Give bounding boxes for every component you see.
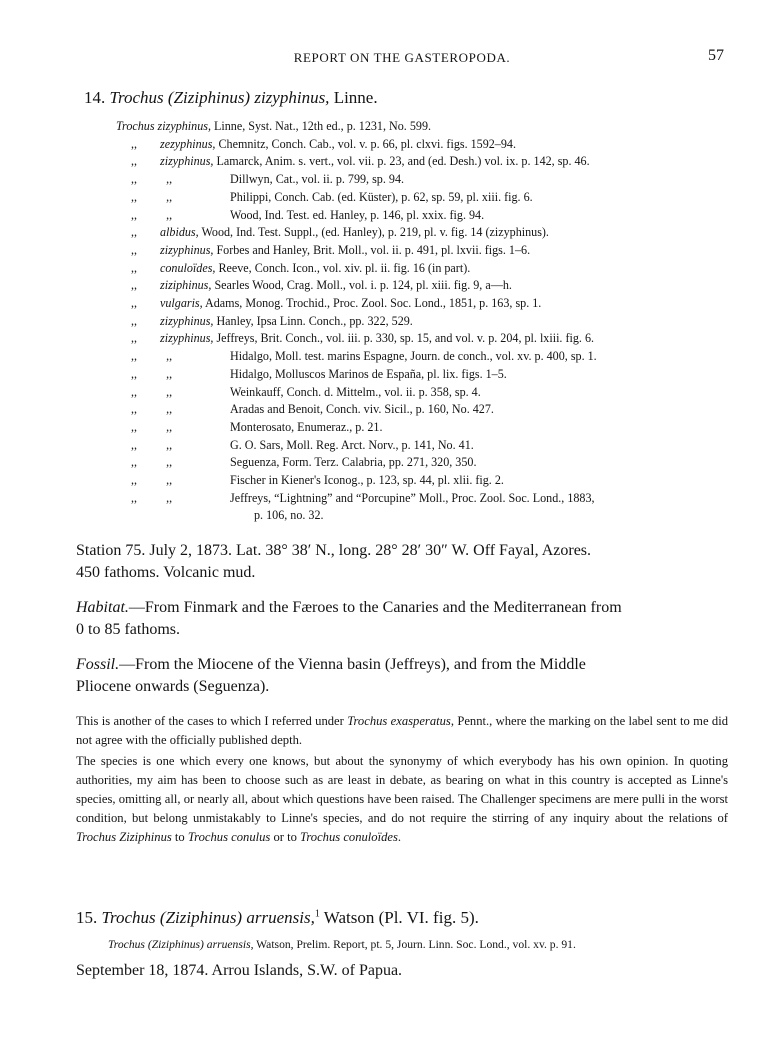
station-paragraph (76, 540, 728, 584)
remarks-2-text-c: or to (270, 830, 301, 844)
synonym-reference: Hidalgo, Moll. test. marins Espagne, Journ. de conch., vol. xv. p. 400, sp. 1. (230, 349, 597, 364)
synonymy-entry (230, 490, 595, 507)
ditto-mark: ,, ,, (131, 384, 173, 399)
synonym-reference: Wood, Ind. Test. Suppl., (ed. Hanley), p. 219, pl. v. fig. 14 (zizyphinus). (201, 225, 549, 240)
remarks-2-italic-3: Trochus conuloïdes (300, 830, 398, 844)
synonym-reference: G. O. Sars, Moll. Reg. Arct. Norv., p. 141, No. 41. (230, 437, 474, 452)
ditto-mark: ,, (131, 136, 138, 151)
synonym-reference: Weinkauff, Conch. d. Mittelm., vol. ii. p. 358, sp. 4. (230, 384, 481, 399)
synonym-reference: Jeffreys, Brit. Conch., vol. iii. p. 330, sp. 15, and vol. v. p. 204, pl. lxiii. fig. 6. (216, 331, 595, 346)
ditto-mark: ,, ,, (131, 437, 173, 452)
synonymy-entry (160, 295, 541, 312)
remarks-1-text-a: This is another of the cases to which I referred under (76, 714, 348, 728)
synonym-name: vulgaris, (160, 296, 203, 310)
habitat-label: Habitat. (76, 599, 129, 616)
species-15-ref-text: Watson, Prelim. Report, pt. 5, Journ. Linn. Soc. Lond., vol. xv. p. 91. (253, 938, 576, 951)
remarks-2-text-a: The species is one which every one knows, but about the synonymy of which everybody has his own opinion. In quoting authorities, my aim has been to choose such as are least in debate, as bearing on what in this country is accepted as Linne's species, omitting all, or nearly all, about which questions have been raised. The Challenger specimens are mere pulli in the worst condition, but belong unmistakably to Linne's species, and do not require the stirring of any inquiry about the relations of (76, 754, 728, 825)
synonym-reference: Aradas and Benoit, Conch. viv. Sicil., p. 160, No. 427. (230, 402, 494, 417)
synonymy-entry (160, 313, 413, 330)
species-15-name: Trochus (Ziziphinus) arruensis, (101, 908, 315, 927)
synonym-name: conuloïdes, (160, 260, 216, 275)
synonym-reference: Chemnitz, Conch. Cab., vol. v. p. 66, pl. clxvi. figs. 1592–94. (218, 136, 516, 151)
synonymy-entry (230, 171, 404, 188)
page-number: 57 (708, 47, 724, 64)
synonym-name: zezyphinus, (160, 136, 216, 151)
synonymy-entry (160, 136, 516, 153)
synonymy-entry (160, 224, 549, 241)
synonym-reference: Linne, Syst. Nat., 12th ed., p. 1231, No. 599. (214, 119, 432, 133)
ditto-mark: ,, ,, (131, 402, 173, 417)
synonym-name: zizyphinus, (160, 313, 214, 328)
ditto-mark: ,, (131, 242, 138, 257)
species-15-reference (108, 938, 576, 951)
ditto-mark: ,, ,, (131, 455, 173, 470)
remarks-paragraph-2 (76, 752, 728, 847)
remarks-1-italic: Trochus exasperatus (347, 714, 451, 728)
species-14-author: Linne. (333, 88, 378, 107)
ditto-mark: ,, (131, 296, 138, 310)
synonymy-entry (160, 153, 590, 170)
synonym-reference: Wood, Ind. Test. ed. Hanley, p. 146, pl. xxix. fig. 94. (230, 207, 485, 222)
ditto-mark: ,, (131, 225, 138, 240)
synonym-reference: Seguenza, Form. Terz. Calabria, pp. 271, 320, 350. (230, 455, 477, 470)
ditto-mark: ,, ,, (131, 490, 173, 505)
running-title: REPORT ON THE GASTEROPODA. (293, 50, 511, 65)
ditto-mark: ,, (131, 260, 138, 275)
ditto-mark: ,, ,, (131, 473, 173, 487)
synonym-name: zizyphinus, (160, 242, 214, 257)
species-14-heading (84, 88, 378, 108)
synonymy-entry (230, 472, 504, 489)
remarks-2-italic-1: Trochus Ziziphinus (76, 830, 172, 844)
synonym-reference: Monterosato, Enumeraz., p. 21. (230, 419, 383, 434)
synonymy-entry (254, 507, 324, 524)
ditto-mark: ,, (131, 154, 138, 169)
ditto-mark: ,, ,, (131, 207, 173, 222)
synonymy-entry (160, 277, 512, 294)
remarks-2-italic-2: Trochus conulus (187, 830, 271, 844)
fossil-line-2: Pliocene onwards (Seguenza). (76, 678, 270, 695)
fossil-line-1: —From the Miocene of the Vienna basin (Jeffreys), and from the Middle (119, 656, 586, 673)
station-line-2: 450 fathoms. Volcanic mud. (76, 564, 256, 581)
synonymy-entry (230, 401, 494, 418)
habitat-line-2: 0 to 85 fathoms. (76, 621, 180, 638)
synonymy-entry (230, 419, 382, 436)
synonym-reference: p. 106, no. 32. (254, 508, 324, 523)
synonym-name: zizyphinus, (160, 154, 214, 169)
synonym-name: albidus, (160, 225, 199, 240)
synonym-reference: Hanley, Ipsa Linn. Conch., pp. 322, 529. (216, 313, 413, 328)
synonymy-entry (230, 384, 481, 401)
synonymy-entry (160, 242, 530, 259)
species-15-ref-name: Trochus (Ziziphinus) arruensis, (108, 938, 254, 951)
species-15-author: Watson (Pl. VI. fig. 5). (319, 908, 479, 927)
species-14-number: 14. (84, 88, 106, 107)
synonym-reference: Reeve, Conch. Icon., vol. xiv. pl. ii. fig. 16 (in part). (218, 260, 471, 275)
ditto-mark: ,, ,, (131, 366, 173, 381)
species-15-number: 15. (76, 908, 98, 927)
synonymy-entry (160, 330, 594, 347)
synonymy-entry (230, 348, 597, 365)
remarks-paragraph-1 (76, 712, 728, 750)
synonym-reference: Fischer in Kiener's Iconog., p. 123, sp. 44, pl. xlii. fig. 2. (230, 473, 504, 487)
ditto-mark: ,, ,, (131, 172, 173, 187)
synonym-reference: Forbes and Hanley, Brit. Moll., vol. ii. p. 491, pl. lxvii. figs. 1–6. (216, 242, 531, 257)
synonymy-entry (230, 207, 484, 224)
synonymy-entry (230, 454, 476, 471)
ditto-mark: ,, (131, 331, 138, 346)
ditto-mark: ,, ,, (131, 419, 173, 434)
synonymy-entry (116, 118, 431, 135)
ditto-mark: ,, (131, 278, 138, 293)
station-line-1: Station 75. July 2, 1873. Lat. 38° 38′ N., long. 28° 28′ 30″ W. Off Fayal, Azores. (76, 542, 592, 559)
synonym-name: Trochus zizyphinus, (116, 119, 211, 133)
synonym-reference: Hidalgo, Molluscos Marinos de España, pl. lix. figs. 1–5. (230, 366, 507, 381)
ditto-mark: ,, ,, (131, 349, 173, 364)
synonymy-entry (230, 437, 474, 454)
fossil-paragraph (76, 654, 728, 698)
synonym-name: ziziphinus, (160, 278, 212, 293)
species-14-name: Trochus (Ziziphinus) zizyphinus, (109, 88, 330, 107)
synonym-reference: Adams, Monog. Trochid., Proc. Zool. Soc. Lond., 1851, p. 163, sp. 1. (205, 296, 542, 310)
habitat-line-1: —From Finmark and the Færoes to the Canaries and the Mediterranean from (128, 599, 622, 616)
remarks-2-text-b: to (171, 830, 188, 844)
remarks-2-text-d: . (397, 830, 402, 844)
synonymy-entry (160, 260, 470, 277)
species-15-locality: September 18, 1874. Arrou Islands, S.W. of Papua. (76, 962, 403, 979)
synonymy-entry (230, 366, 507, 383)
synonym-reference: Philippi, Conch. Cab. (ed. Küster), p. 62, sp. 59, pl. xiii. fig. 6. (230, 189, 533, 204)
ditto-mark: ,, (131, 313, 138, 328)
synonym-reference: Dillwyn, Cat., vol. ii. p. 799, sp. 94. (230, 172, 405, 187)
running-head (80, 48, 724, 68)
footnote-marker: 1 (314, 908, 320, 920)
synonymy-entry (230, 189, 533, 206)
fossil-label: Fossil. (76, 656, 120, 673)
remarks-1-text-b: , Pennt., where the marking on the label sent to me did not agree with the officially published depth. (76, 714, 728, 747)
habitat-paragraph (76, 597, 728, 641)
synonym-reference: Lamarck, Anim. s. vert., vol. vii. p. 23, and (ed. Desh.) vol. ix. p. 142, sp. 46. (216, 154, 590, 169)
synonym-reference: Searles Wood, Crag. Moll., vol. i. p. 124, pl. xiii. fig. 9, a—h. (214, 278, 512, 293)
species-15-heading (76, 908, 479, 928)
synonym-reference: Jeffreys, “Lightning” and “Porcupine” Moll., Proc. Zool. Soc. Lond., 1883, (230, 490, 595, 505)
ditto-mark: ,, ,, (131, 189, 173, 204)
synonym-name: zizyphinus, (160, 331, 214, 346)
